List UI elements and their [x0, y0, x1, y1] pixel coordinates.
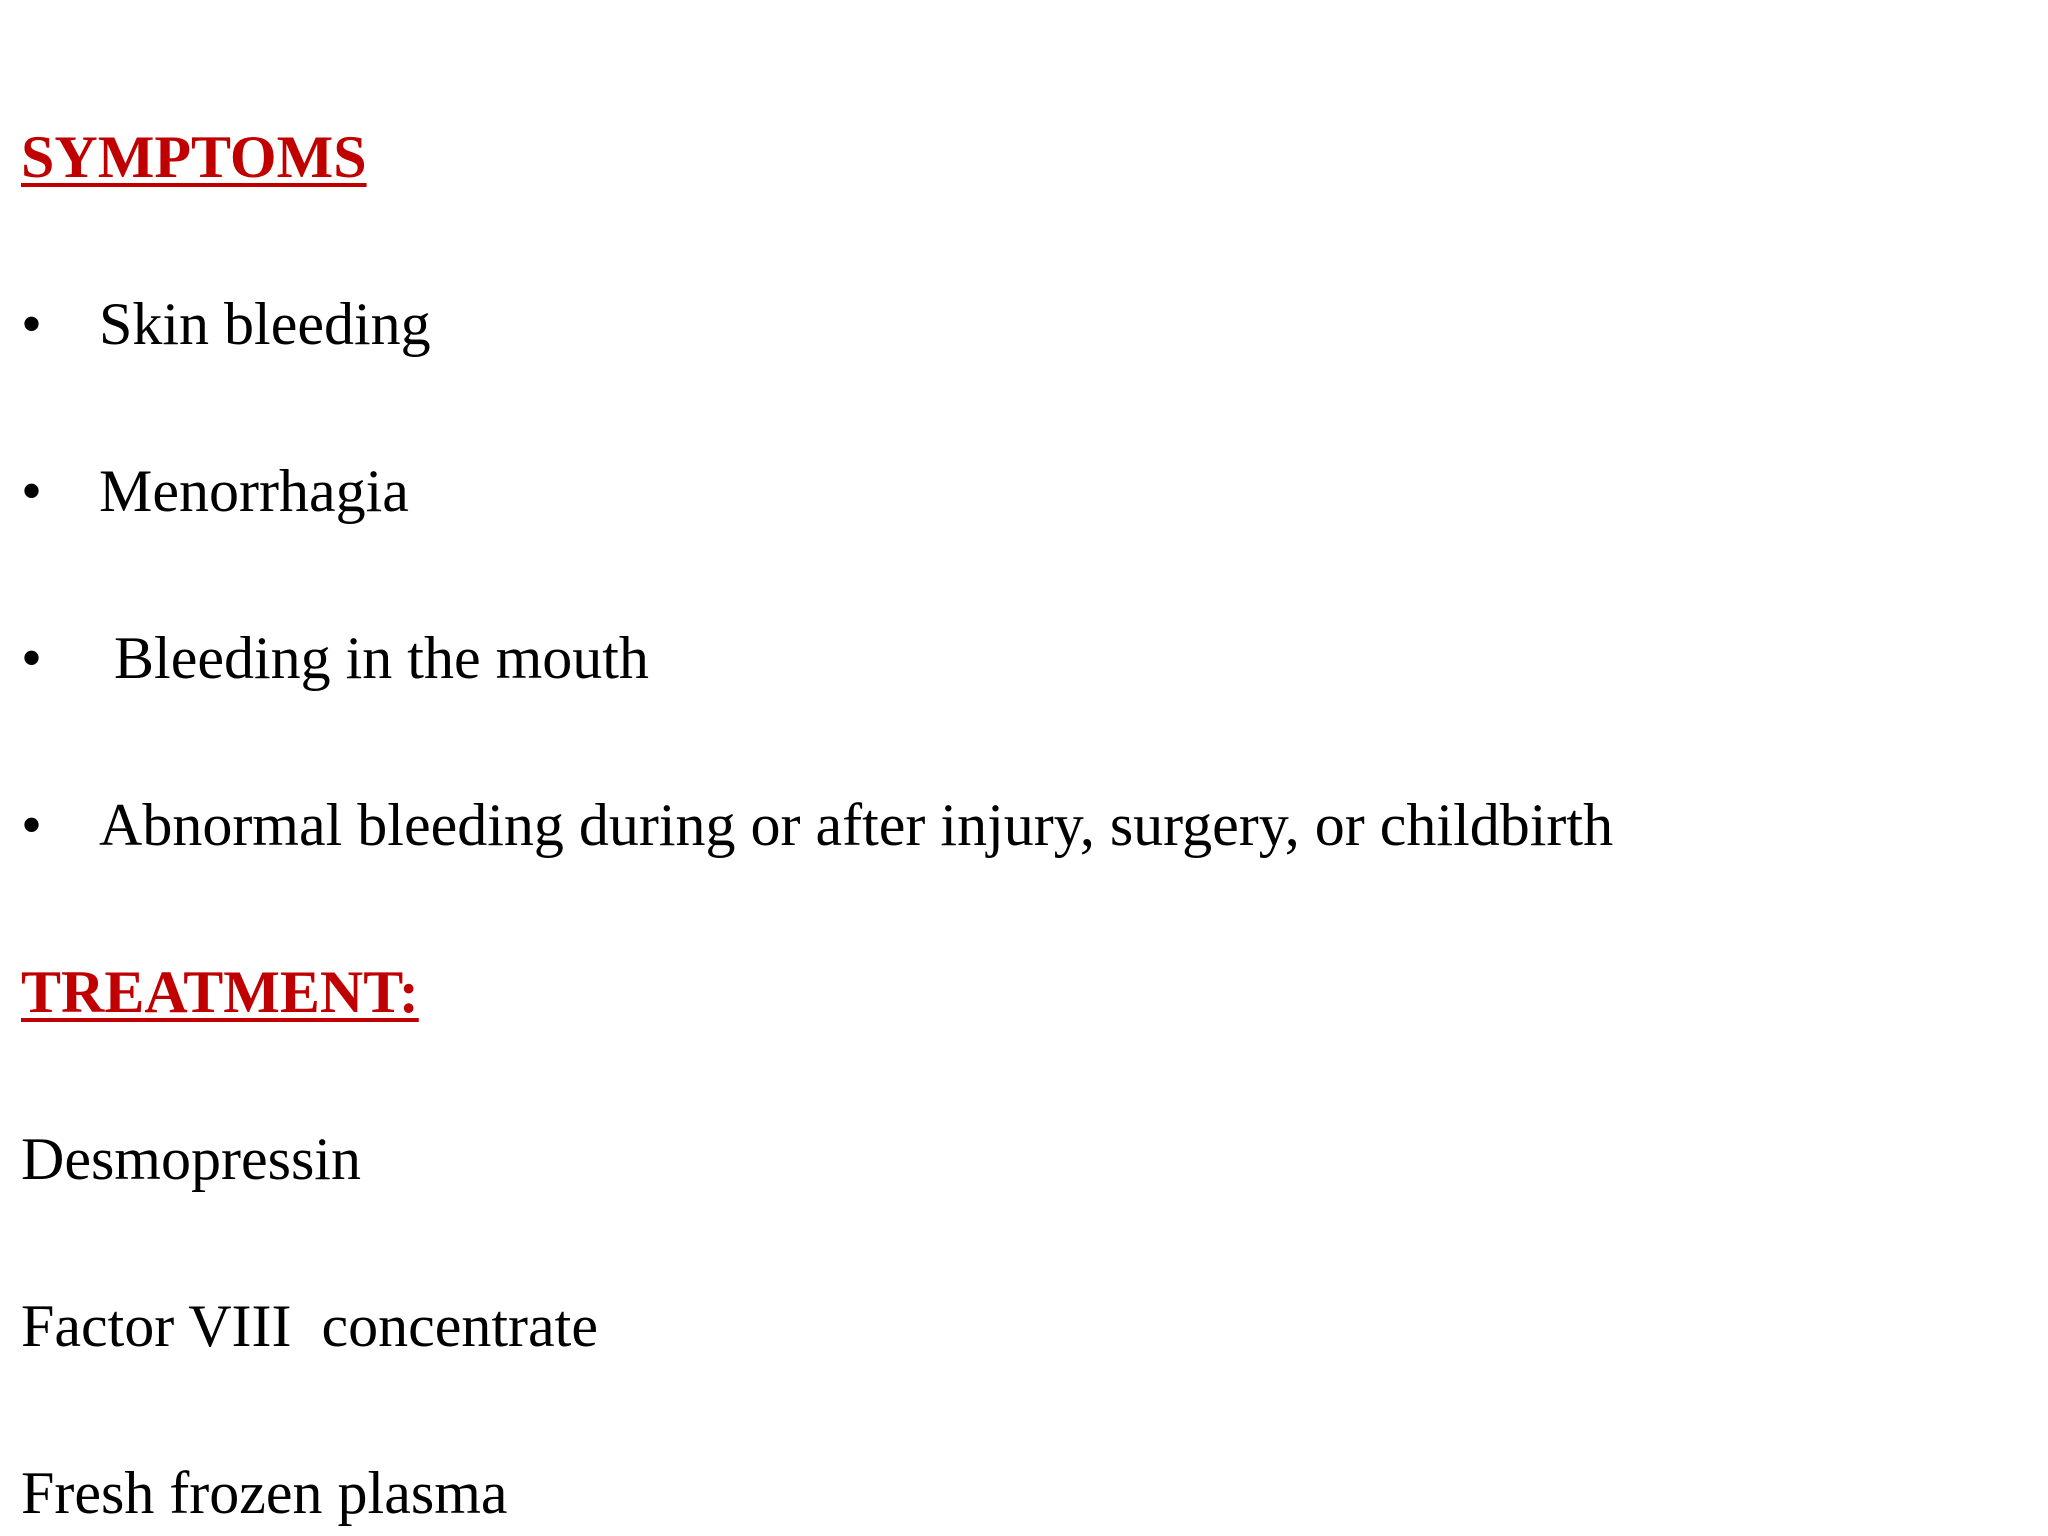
symptom-text: Bleeding in the mouth: [99, 625, 649, 691]
symptom-text: Skin bleeding: [99, 291, 431, 357]
symptom-item: [21, 625, 649, 691]
symptom-text: Abnormal bleeding during or after injury, surgery, or childbirth: [99, 792, 1614, 858]
bullet-icon: •: [21, 792, 43, 858]
symptom-text: Menorrhagia: [99, 458, 409, 524]
bullet-icon: •: [21, 291, 43, 357]
treatment-item: Fresh frozen plasma: [21, 1460, 508, 1526]
symptoms-heading: SYMPTOMS: [21, 124, 367, 190]
bullet-icon: •: [21, 458, 43, 524]
bullet-icon: •: [21, 625, 43, 691]
treatment-heading: TREATMENT:: [21, 959, 419, 1025]
symptom-item: [21, 458, 409, 524]
symptom-item: [21, 792, 1614, 858]
treatment-item: Factor VIII concentrate: [21, 1293, 598, 1359]
symptom-item: [21, 291, 431, 357]
treatment-item: Desmopressin: [21, 1126, 361, 1192]
